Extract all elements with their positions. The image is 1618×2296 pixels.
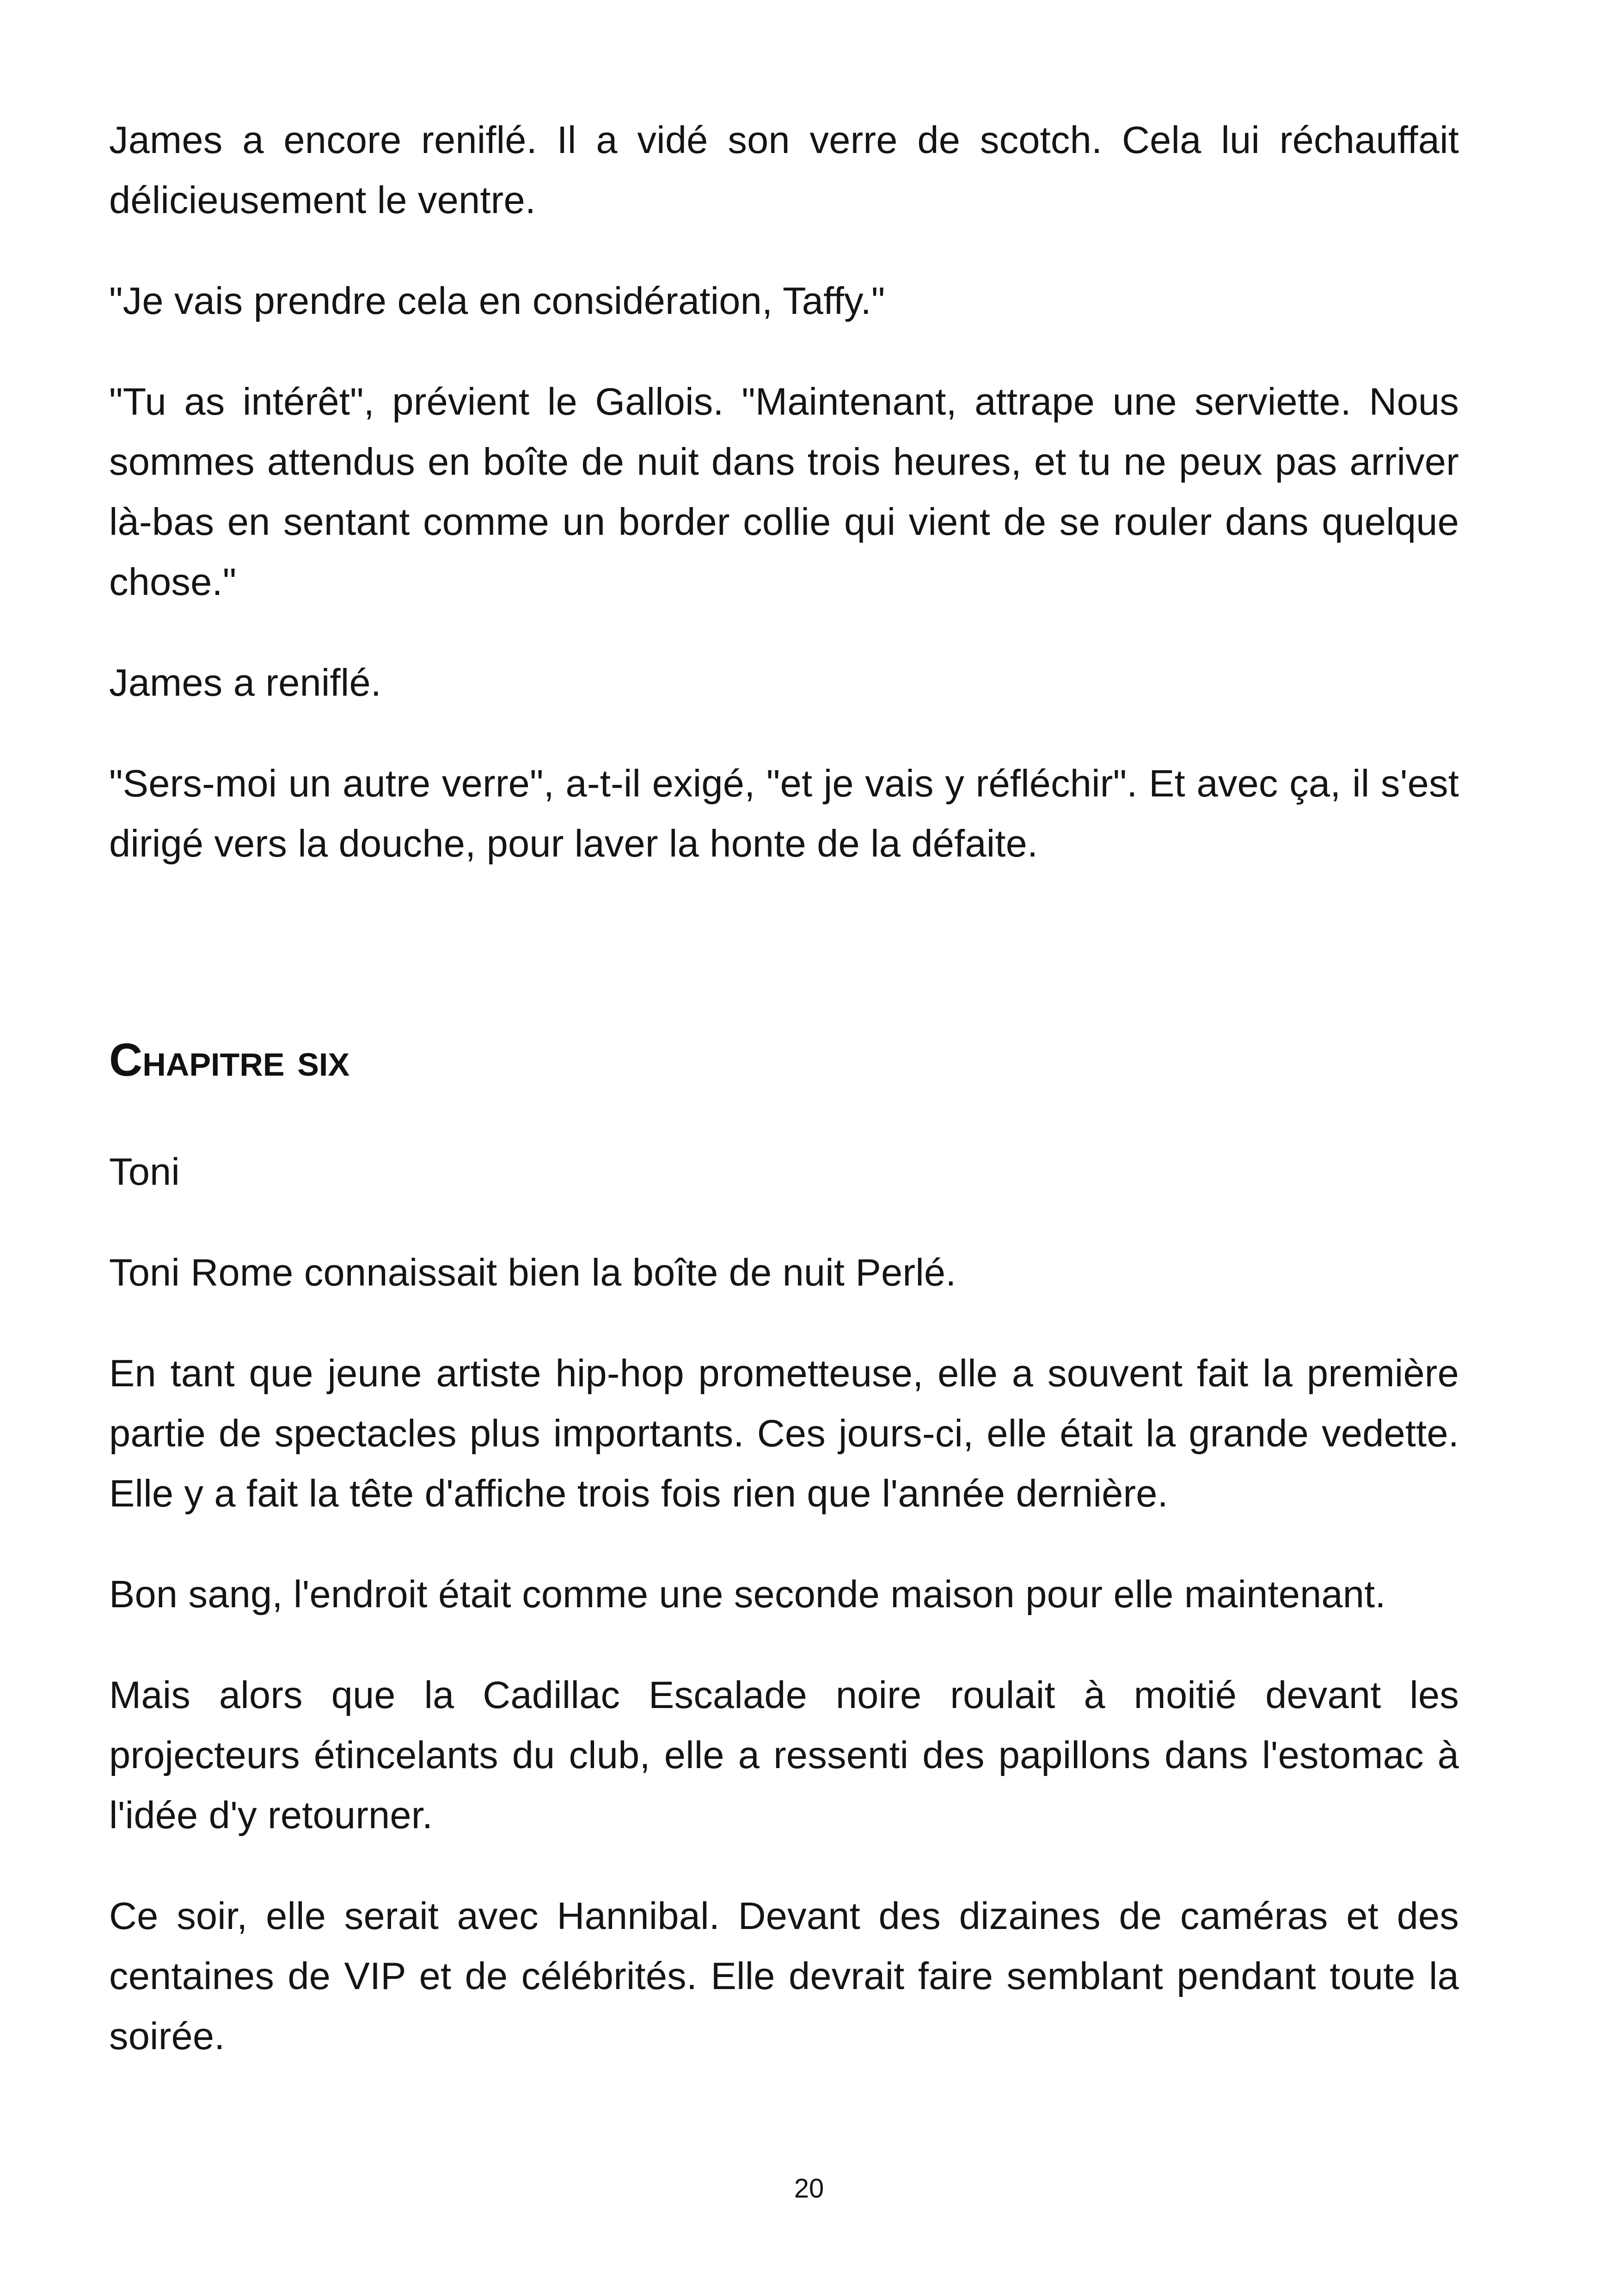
- section-gap: [109, 914, 1459, 1030]
- paragraph: Ce soir, elle serait avec Hannibal. Devant des dizaines de caméras et des centaines de VIP et de célébrités. Elle devrait faire semblant pendant toute la soirée.: [109, 1894, 1459, 2057]
- paragraph: Mais alors que la Cadillac Escalade noire roulait à moitié devant les projecteurs étincelants du club, elle a ressenti des papillons dans l'estomac à l'idée d'y retourner.: [109, 1673, 1459, 1837]
- chapter-heading: Chapitre six: [109, 1034, 350, 1086]
- page-body: [109, 110, 1459, 2107]
- paragraph: Bon sang, l'endroit était comme une seconde maison pour elle maintenant.: [109, 1573, 1386, 1616]
- paragraph: "Sers-moi un autre verre", a-t-il exigé, "et je vais y réfléchir". Et avec ça, il s'est dirigé vers la douche, pour laver la honte de la défaite.: [109, 762, 1459, 865]
- paragraph: James a encore reniflé. Il a vidé son verre de scotch. Cela lui réchauffait délicieusement le ventre.: [109, 118, 1459, 221]
- paragraph: En tant que jeune artiste hip-hop prometteuse, elle a souvent fait la première partie de spectacles plus importants. Ces jours-ci, elle était la grande vedette. Elle y a fait la tête d'affiche trois fois rien que l'année dernière.: [109, 1352, 1459, 1515]
- paragraph: "Tu as intérêt", prévient le Gallois. "Maintenant, attrape une serviette. Nous sommes attendus en boîte de nuit dans trois heures, et tu ne peux pas arriver là-bas en sentant comme un border collie qui vient de se rouler dans quelque chose.": [109, 380, 1459, 603]
- paragraph: James a reniflé.: [109, 661, 382, 704]
- page-number: 20: [794, 2174, 824, 2204]
- paragraph: Toni: [109, 1150, 180, 1193]
- paragraph: Toni Rome connaissait bien la boîte de nuit Perlé.: [109, 1251, 956, 1294]
- paragraph: "Je vais prendre cela en considération, Taffy.": [109, 279, 885, 322]
